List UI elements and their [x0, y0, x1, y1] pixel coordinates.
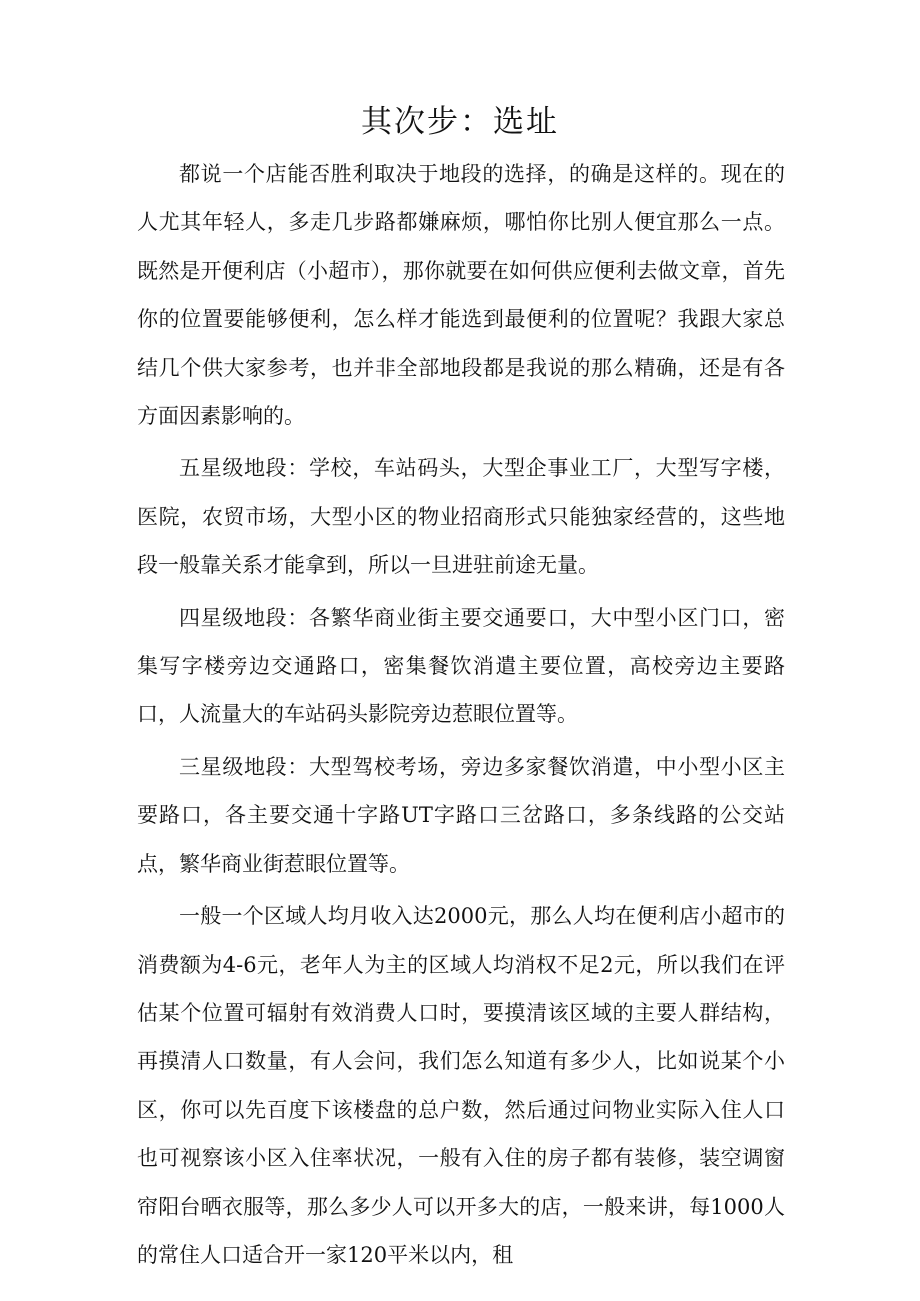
- paragraph-four-star: 四星级地段：各繁华商业街主要交通要口，大中型小区门口，密集写字楼旁边交通路口，密集餐饮消遣主要位置，高校旁边主要路口，人流量大的车站码头影院旁边惹眼位置等。: [137, 605, 785, 727]
- paragraph-intro: 都说一个店能否胜利取决于地段的选择，的确是这样的。现在的人尤其年轻人，多走几步路都嫌麻烦，哪怕你比别人便宜那么一点。既然是开便利店（小超市），那你就要在如何供应便利去做文章，首先你的位置要能够便利，怎么样才能选到最便利的位置呢？我跟大家总结几个供大家参考，也并非全部地段都是我说的那么精确，还是有各方面因素影响的。: [137, 162, 785, 429]
- page-title: 其次步：选址: [361, 104, 559, 140]
- paragraph-five-star: 五星级地段：学校，车站码头，大型企事业工厂，大型写字楼，医院，农贸市场，大型小区的物业招商形式只能独家经营的，这些地段一般靠关系才能拿到，所以一旦进驻前途无量。: [137, 456, 785, 578]
- paragraph-three-star: 三星级地段：大型驾校考场，旁边多家餐饮消遣，中小型小区主要路口，各主要交通十字路UT字路口三岔路口，多条线路的公交站点，繁华商业街惹眼位置等。: [137, 754, 785, 876]
- document-body: [137, 150, 785, 1283]
- paragraph-population: 一般一个区域人均月收入达2000元，那么人均在便利店小超市的消费额为4-6元，老年人为主的区域人均消权不足2元，所以我们在评估某个位置可辐射有效消费人口时，要摸清该区域的主要人群结构，再摸清人口数量，有人会问，我们怎么知道有多少人，比如说某个小区，你可以先百度下该楼盘的总户数，然后通过问物业实际入住人口也可视察该小区入住率状况，一般有入住的房子都有装修，装空调窗帘阳台晒衣服等，那么多少人可以开多大的店，一般来讲，每1000人的常住人口适合开一家120平米以内，租: [137, 904, 785, 1267]
